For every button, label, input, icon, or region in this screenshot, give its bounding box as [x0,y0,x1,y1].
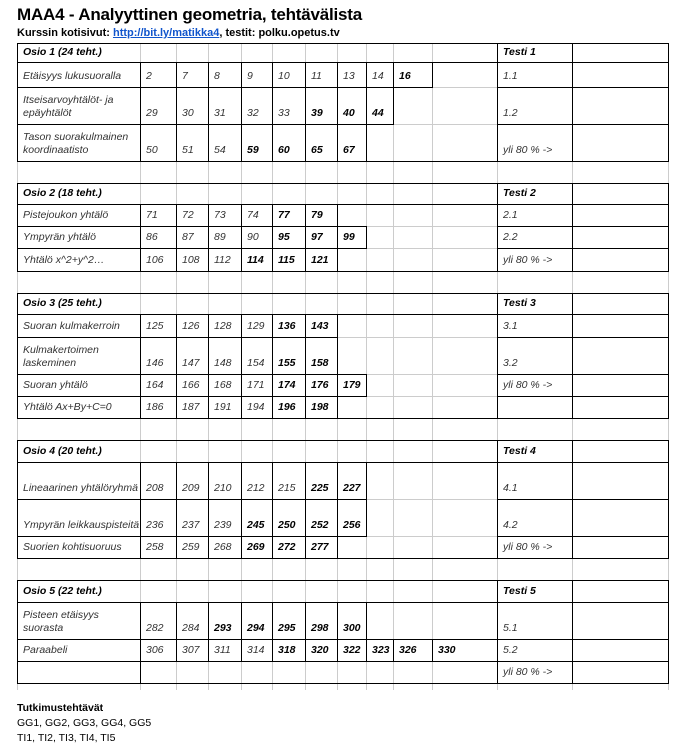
border-line [668,293,669,419]
research-tasks-ti: TI1, TI2, TI3, TI4, TI5 [17,732,116,744]
task-number[interactable]: 311 [214,644,231,656]
task-number[interactable]: 8 [214,70,220,82]
task-number[interactable]: 306 [146,644,164,656]
research-tasks-gg: GG1, GG2, GG3, GG4, GG5 [17,717,152,729]
test-item[interactable]: 4.2 [503,519,518,531]
task-number[interactable]: 54 [214,144,226,156]
task-number[interactable]: 114 [247,254,264,266]
task-number[interactable]: 215 [278,482,296,494]
course-homepage-link[interactable]: http://bit.ly/matikka4 [112,27,220,39]
task-number[interactable]: 129 [247,320,265,332]
task-number[interactable]: 106 [146,254,164,266]
border-line [497,161,669,162]
test-label[interactable]: Testi 1 [503,46,536,58]
topic-label: Pisteen etäisyys suorasta [23,609,99,634]
task-number[interactable]: 208 [146,482,164,494]
border-line [17,558,141,559]
task-number[interactable]: 298 [311,622,329,634]
border-line [17,661,141,662]
test-item[interactable]: 5.2 [503,644,518,656]
task-number[interactable]: 16 [399,70,411,82]
task-number[interactable]: 314 [247,644,265,656]
task-number[interactable]: 307 [182,644,200,656]
task-number[interactable]: 99 [343,231,355,243]
task-number[interactable]: 268 [214,541,232,553]
border-line [337,248,338,272]
task-number[interactable]: 60 [278,144,290,156]
task-number[interactable]: 33 [278,107,290,119]
task-number[interactable]: 191 [214,401,232,413]
border-line [366,462,367,500]
border-line [668,580,669,684]
test-item[interactable]: 1.2 [503,107,518,119]
task-number[interactable]: 59 [247,144,259,156]
topic-label: Yhtälö Ax+By+C=0 [23,401,112,413]
border-line [432,62,433,88]
task-number[interactable]: 293 [214,622,232,634]
border-line [366,124,367,162]
border-line [17,683,141,684]
task-number[interactable]: 40 [343,107,355,119]
test-label[interactable]: Testi 4 [503,444,536,457]
test-item[interactable]: 4.1 [503,482,518,494]
task-number[interactable]: 121 [311,254,329,266]
border-line [572,183,573,272]
task-number[interactable]: 196 [278,401,296,413]
border-line [140,271,338,272]
task-number[interactable]: 300 [343,622,361,634]
task-number[interactable]: 330 [438,644,456,656]
test-item[interactable]: 3.1 [503,320,518,332]
task-number[interactable]: 225 [311,482,329,494]
test-item[interactable]: 5.1 [503,622,518,634]
border-line [337,314,338,338]
topic-label: Itseisarvoyhtälöt- ja epäyhtälöt [23,94,114,119]
border-line [17,271,141,272]
task-number[interactable]: 318 [278,644,296,656]
task-number[interactable]: 39 [311,107,323,119]
test-item[interactable]: 3.2 [503,357,518,369]
border-line [366,499,367,537]
task-number[interactable]: 71 [146,209,158,221]
test-item[interactable]: yli 80 % -> [503,144,553,156]
test-item[interactable]: 1.1 [503,70,518,82]
task-number[interactable]: 258 [146,541,164,553]
research-tasks [17,701,151,746]
section-header: Osio 2 (18 teht.) [23,187,102,199]
task-number[interactable]: 179 [343,379,361,391]
task-number[interactable]: 272 [278,541,296,553]
task-number[interactable]: 44 [372,107,384,119]
border-line [140,661,141,684]
topic-label: Ympyrän yhtälö [23,231,96,243]
task-number[interactable]: 32 [247,107,259,119]
page-title: MAA4 - Analyyttinen geometria, tehtävälista [17,5,363,24]
task-number[interactable]: 29 [146,107,158,119]
task-number[interactable]: 320 [311,644,329,656]
research-tasks-heading: Tutkimustehtävät [17,702,104,714]
task-number[interactable]: 67 [343,144,355,156]
task-number[interactable]: 158 [311,357,329,369]
border-line [17,418,141,419]
border-line [17,161,141,162]
task-number[interactable]: 95 [278,231,290,243]
task-number[interactable]: 269 [247,541,265,553]
task-number[interactable]: 239 [214,519,232,531]
task-number[interactable]: 155 [278,357,296,369]
task-number[interactable]: 194 [247,401,265,413]
task-number[interactable]: 108 [182,254,200,266]
task-number[interactable]: 50 [146,144,158,156]
task-number[interactable]: 245 [247,519,265,531]
task-number[interactable]: 73 [214,209,226,221]
topic-label: Ympyrän leikkauspisteitä [23,519,140,531]
test-item[interactable]: yli 80 % -> [503,379,553,391]
task-number[interactable]: 7 [182,70,188,82]
border-line [140,661,498,662]
border-line [497,396,669,397]
task-number[interactable]: 10 [278,70,290,82]
test-item[interactable]: yli 80 % -> [503,254,553,266]
task-number[interactable]: 174 [278,379,296,391]
gridline [393,43,394,690]
task-number[interactable]: 259 [182,541,200,553]
task-number[interactable]: 143 [311,320,329,332]
test-item[interactable]: yli 80 % -> [503,666,553,678]
task-number[interactable]: 236 [146,519,164,531]
test-label[interactable]: Testi 5 [503,584,536,597]
task-number[interactable]: 9 [247,70,253,82]
border-line [140,558,338,559]
course-info-suffix: , testit: polku.opetus.tv [219,27,340,39]
task-number[interactable]: 146 [146,357,164,369]
topic-label: Suoran kulmakerroin [23,320,120,332]
task-number[interactable]: 90 [247,231,259,243]
task-number[interactable]: 72 [182,209,194,221]
task-number[interactable]: 166 [182,379,200,391]
border-line [366,602,367,640]
border-line [337,337,338,375]
task-number[interactable]: 237 [182,519,200,531]
border-line [668,183,669,272]
border-line [572,43,573,162]
border-line [668,43,669,162]
task-number[interactable]: 176 [311,379,329,391]
topic-label: Yhtälö x^2+y^2… [23,254,105,266]
border-line [572,293,573,419]
task-number[interactable]: 164 [146,379,164,391]
border-line [337,536,338,559]
section-header: Osio 1 (24 teht.) [23,46,102,58]
task-number[interactable]: 136 [278,320,296,332]
task-number[interactable]: 97 [311,231,323,243]
test-item[interactable]: 2.2 [503,231,518,243]
border-line [140,418,338,419]
task-number[interactable]: 14 [372,70,384,82]
task-number[interactable]: 128 [214,320,232,332]
topic-label: Etäisyys lukusuoralla [23,70,122,82]
border-line [393,87,394,125]
section-header: Osio 5 (22 teht.) [23,584,102,597]
task-number[interactable]: 154 [247,357,265,369]
task-number[interactable]: 322 [343,644,361,656]
task-number[interactable]: 2 [146,70,152,82]
task-number[interactable]: 323 [372,644,390,656]
topic-label: Tason suorakulmainen koordinaatisto [23,131,129,156]
task-number[interactable]: 295 [278,622,296,634]
task-number[interactable]: 209 [182,482,200,494]
test-label[interactable]: Testi 2 [503,187,536,199]
task-number[interactable]: 89 [214,231,226,243]
section-header: Osio 4 (20 teht.) [23,444,102,457]
border-line [366,374,367,397]
task-number[interactable]: 326 [399,644,417,656]
task-number[interactable]: 198 [311,401,329,413]
task-number[interactable]: 227 [343,482,361,494]
task-number[interactable]: 252 [311,519,329,531]
task-number[interactable]: 171 [247,379,265,391]
border-line [497,418,669,419]
gridline [432,43,433,690]
course-info-prefix: Kurssin kotisivut: [17,27,113,39]
task-number[interactable]: 187 [182,401,200,413]
task-number[interactable]: 77 [278,209,290,221]
task-number[interactable]: 148 [214,357,232,369]
topic-label: Kulmakertoimen laskeminen [23,344,99,369]
task-number[interactable]: 256 [343,519,361,531]
task-number[interactable]: 126 [182,320,200,332]
border-line [497,683,669,684]
task-number[interactable]: 168 [214,379,232,391]
task-number[interactable]: 282 [146,622,164,634]
test-label[interactable]: Testi 3 [503,297,536,309]
topic-label: Paraabeli [23,644,68,656]
task-number[interactable]: 87 [182,231,194,243]
task-number[interactable]: 115 [278,254,295,266]
border-line [337,204,338,227]
border-line [366,226,367,249]
task-number[interactable]: 294 [247,622,265,634]
task-number[interactable]: 112 [214,254,231,266]
task-number[interactable]: 13 [343,70,355,82]
test-item[interactable]: yli 80 % -> [503,541,553,553]
task-number[interactable]: 284 [182,622,200,634]
task-number[interactable]: 186 [146,401,164,413]
task-number[interactable]: 74 [247,209,259,221]
topic-label: Pistejoukon yhtälö [23,209,109,221]
task-number[interactable]: 65 [311,144,323,156]
task-number[interactable]: 31 [214,107,226,119]
task-number[interactable]: 86 [146,231,158,243]
topic-label: Suorien kohtisuoruus [23,541,122,553]
topic-label: Suoran yhtälö [23,379,88,391]
border-line [497,558,669,559]
section-header: Osio 3 (25 teht.) [23,297,102,309]
border-line [572,580,573,684]
border-line [337,396,338,419]
task-number[interactable]: 212 [247,482,265,494]
task-number[interactable]: 11 [311,70,322,82]
task-number[interactable]: 79 [311,209,323,221]
task-number[interactable]: 250 [278,519,296,531]
task-number[interactable]: 277 [311,541,329,553]
border-line [140,161,367,162]
task-number[interactable]: 147 [182,357,200,369]
test-item[interactable]: 2.1 [503,209,518,221]
topic-label: Lineaarinen yhtälöryhmä [23,482,138,494]
task-number[interactable]: 210 [214,482,232,494]
border-line [497,271,669,272]
task-number[interactable]: 125 [146,320,164,332]
task-number[interactable]: 51 [182,144,194,156]
task-number[interactable]: 30 [182,107,194,119]
